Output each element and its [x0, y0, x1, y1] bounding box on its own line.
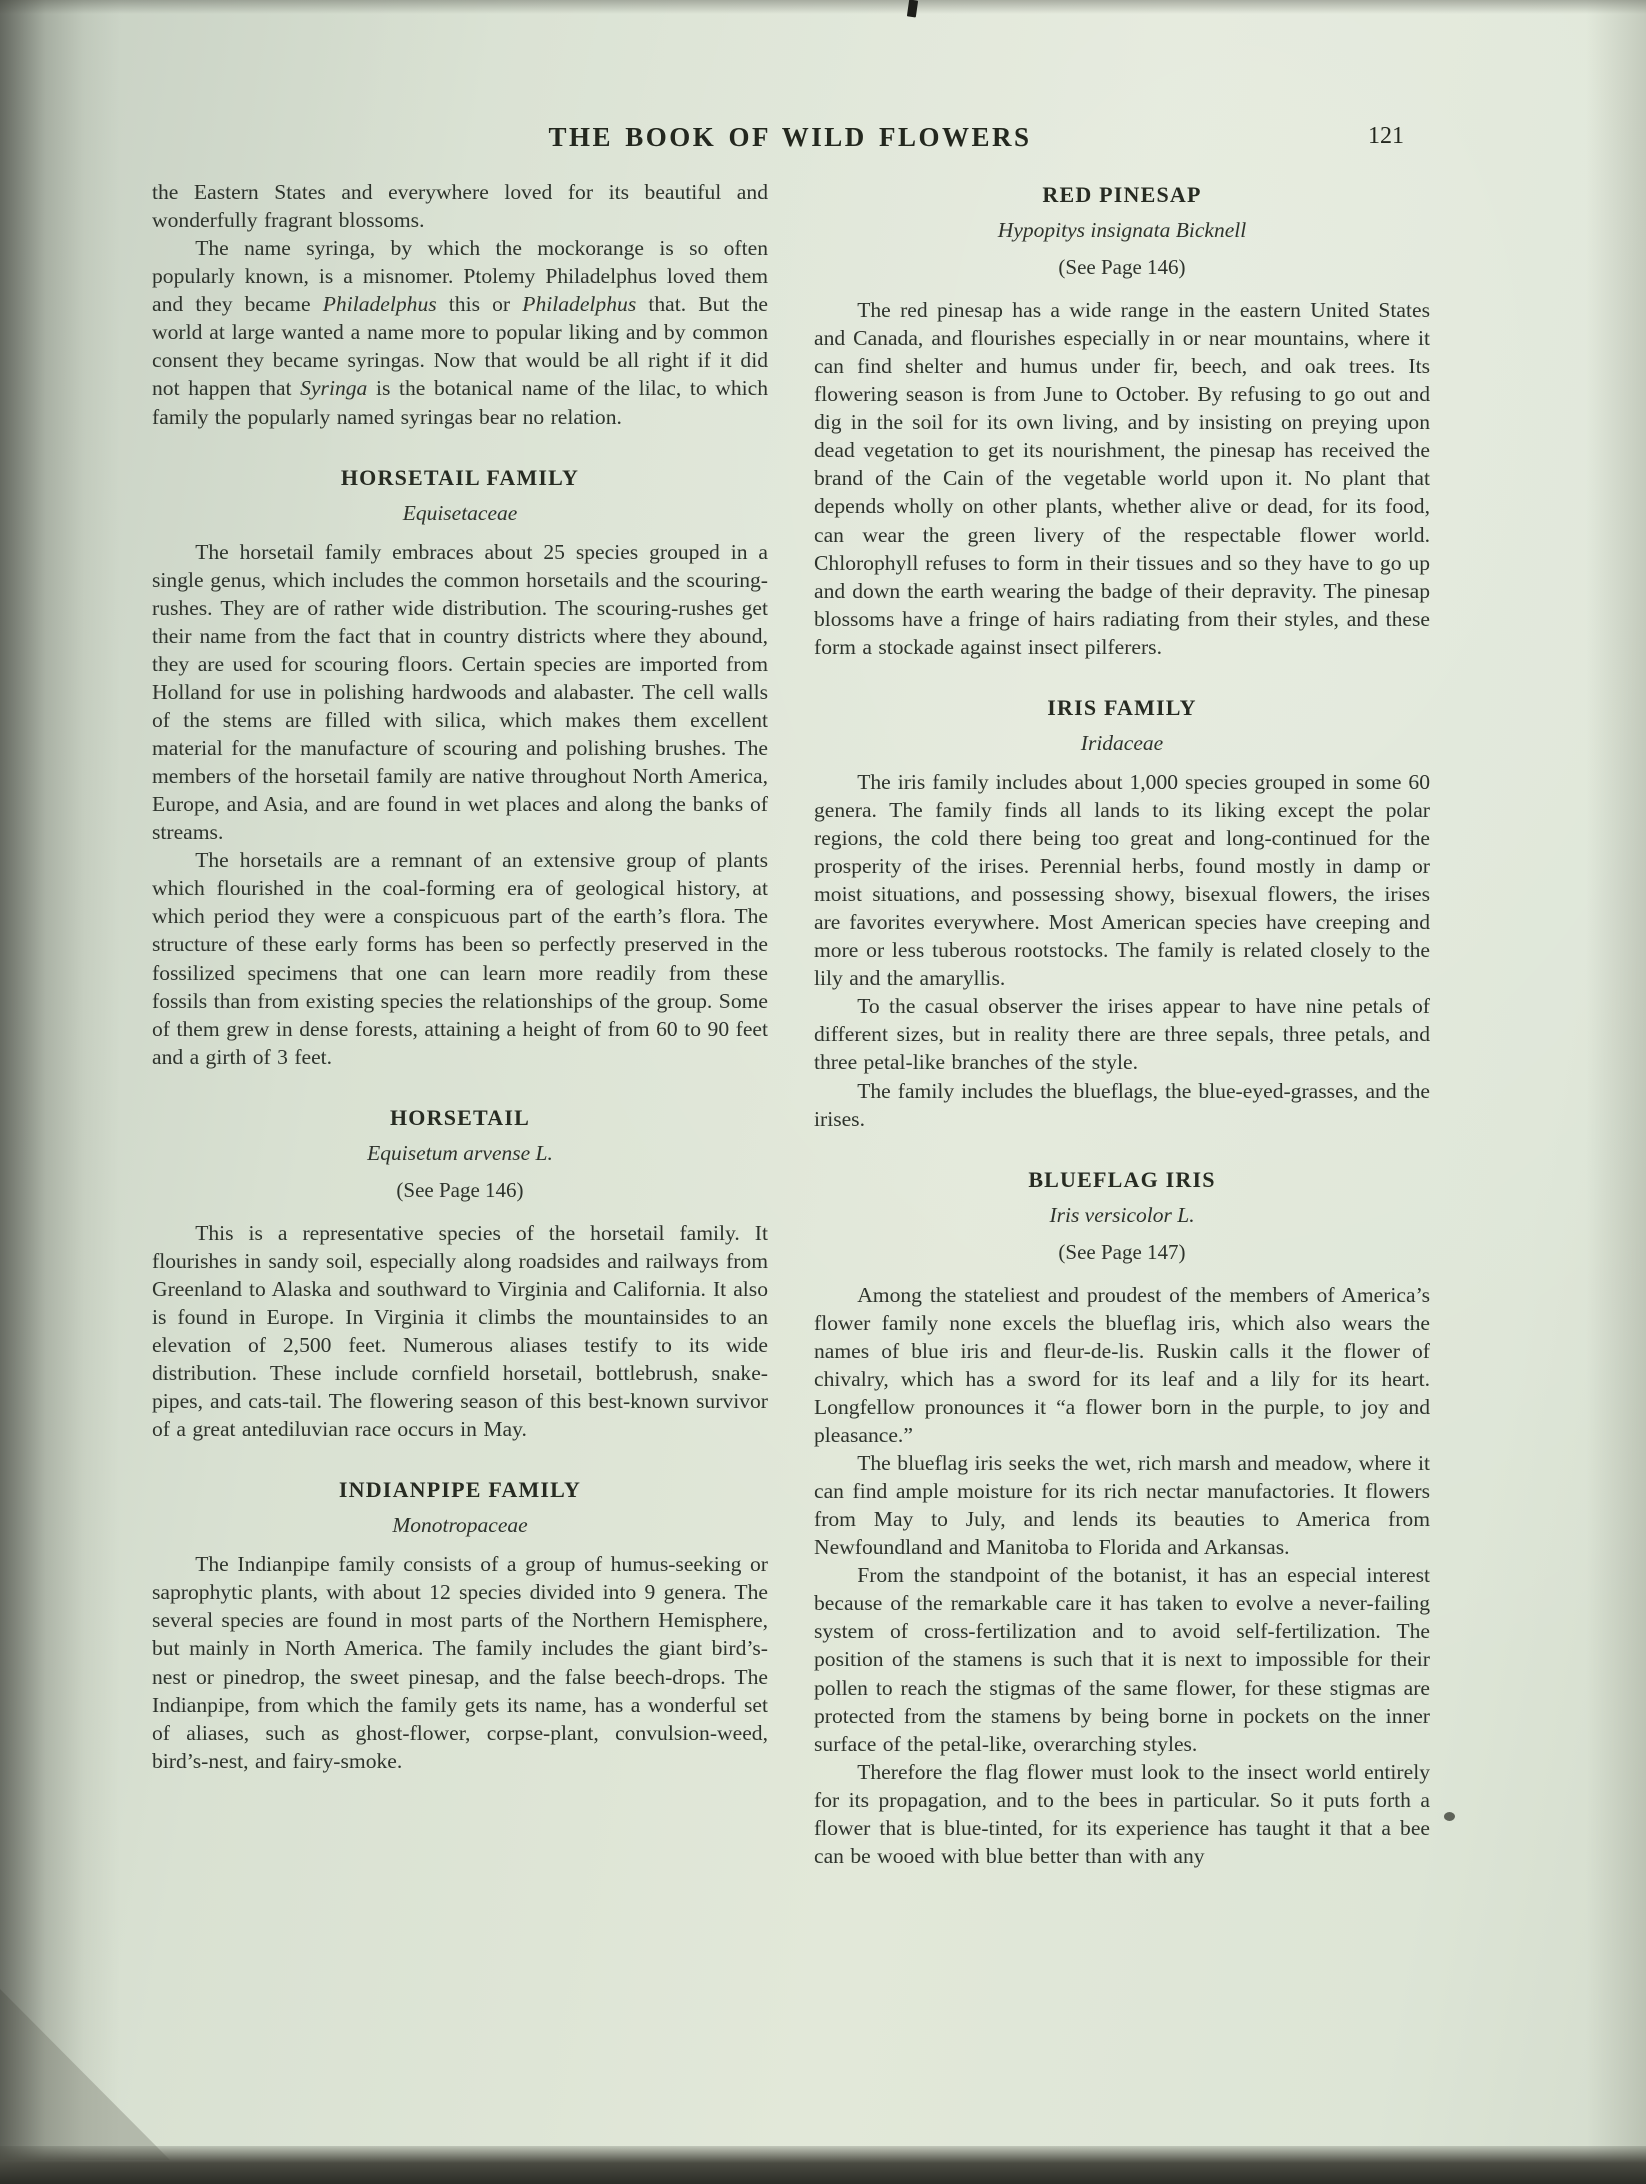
paragraph: Among the stateliest and proudest of the members of America’s flower family none excels the blueflag iris, which also wears the names of blue iris and fleur-de-lis. Ruskin calls it the flower of chivalry, which has a sword for its leaf and a lily for its heart. Longfellow pronounces it “a flower born in the purple, to joy and pleasance.”: [814, 1282, 1430, 1447]
paragraph: The iris family includes about 1,000 species grouped in some 60 genera. The family finds all lands to its liking except the polar regions, the cold there being too great and long-continued for the prosperity of the irises. Perennial herbs, found mostly in damp or moist situations, and possessing showy, bisexual flowers, the irises are favorites everywhere. Most American species have creeping and more or less tuberous rootstocks. The family is related closely to the lily and the amaryllis.: [814, 769, 1430, 991]
paragraph: To the casual observer the irises appear to have nine petals of different sizes, but in reality there are three sepals, three petals, and three petal-like branches of the style.: [814, 994, 1430, 1075]
section-heading: HORSETAIL FAMILY: [340, 464, 580, 490]
page-reference: (See Page 147): [1058, 1239, 1186, 1264]
paragraph: From the standpoint of the botanist, it has an especial interest because of the remarkable care it has taken to evolve a never-failing system of cross-fertilization and to avoid self-fertilization. The position of the stamens is such that it is next to impossible for their pollen to reach the stigmas of the same flower, for these stigmas are protected from the stamens by being borne in pockets on the inner surface of the petal-like, overarching styles.: [814, 1563, 1430, 1756]
text-columns: [152, 178, 1430, 1870]
running-header: [150, 122, 1430, 153]
species-name: Equisetum arvense L.: [367, 1140, 553, 1165]
section-heading: BLUEFLAG IRIS: [1028, 1166, 1216, 1192]
right-column: [814, 178, 1430, 1870]
scan-shadow-bottom: [0, 2146, 1646, 2184]
scan-shadow-right: [1586, 0, 1646, 2184]
scan-shadow-top: [0, 0, 1646, 14]
page-corner-backdrop: [0, 1970, 170, 2160]
paragraph: The horsetail family embraces about 25 species grouped in a single genus, which includes the common horsetails and the scouring-rushes. They are of rather wide distribution. The scouring-rushes get their name from the fact that in country districts where they abound, they are used for scouring floors. Certain species are imported from Holland for use in polishing hardwoods and alabaster. The cell walls of the stems are filled with silica, which makes them excellent material for the manufacture of scouring and polishing brushes. The members of the horsetail family are native throughout North America, Europe, and Asia, and are found in wet places and along the banks of streams.: [152, 539, 768, 845]
paragraph: Therefore the flag flower must look to the insect world entirely for its propagation, and to the bees in particular. So it puts forth a flower that is blue-tinted, for its experience has taught it that a bee can be wooed with blue better than with any: [814, 1759, 1430, 1868]
section-heading: RED PINESAP: [1042, 182, 1202, 207]
species-name: Hypopitys insignata Bicknell: [997, 218, 1247, 242]
paragraph: The horsetails are a remnant of an extensive group of plants which flourished in the coal-forming era of geological history, at which period they were a conspicuous part of the earth’s flora. The structure of these early forms has been so perfectly preserved in the fossilized specimens that one can learn more readily from these fossils than from existing species the relationships of the group. Some of them grew in dense forests, attaining a height of from 60 to 90 feet and a girth of 3 feet.: [152, 848, 768, 1069]
page-number: 121: [1368, 123, 1404, 149]
paragraph: The red pinesap has a wide range in the eastern United States and Canada, and flourishes especially in or near mountains, where it can find shelter and humus under fir, beech, and oak trees. Its flowering season is from June to October. By refusing to go out and dig in the soil for its own living, and by insisting on preying upon dead vegetation to get its nourishment, the pinesap has received the brand of the Cain of the vegetable world upon it. No plant that depends wholly on other plants, whether alive or dead, for its food, can wear the green livery of the respectable flower world. Chlorophyll refuses to form in their tissues and so they have to go up and down the earth wearing the badge of their depravity. The pinesap blossoms have a fringe of hairs radiating from their styles, and these form a stockade against insect pilferers.: [814, 298, 1430, 659]
paragraph: The family includes the blueflags, the blue-eyed-grasses, and the irises.: [814, 1078, 1430, 1131]
paragraph: The name syringa, by which the mockorange is so often popularly known, is a misnomer. Ptolemy Philadelphus loved them and they became Philadelphus this or Philadelphus that. But the world at large wanted a name more to popular liking and by common consent they became syringas. Now that would be all right if it did not happen that Syringa is the botanical name of the lilac, to which family the popularly named syringas bear no relation.: [152, 236, 768, 429]
left-column: [152, 178, 768, 1870]
page-reference: (See Page 146): [396, 1177, 524, 1202]
species-name: Iridaceae: [1080, 730, 1164, 755]
scan-mark: [907, 0, 918, 18]
scan-mark: [1444, 1812, 1455, 1821]
book-title: THE BOOK OF WILD FLOWERS: [548, 122, 1032, 152]
page-reference: (See Page 146): [1058, 255, 1186, 279]
species-name: Equisetaceae: [402, 500, 518, 525]
paragraph: the Eastern States and everywhere loved for its beautiful and wonderfully fragrant blossoms.: [152, 180, 768, 233]
section-heading: IRIS FAMILY: [1047, 694, 1197, 720]
paragraph: This is a representative species of the horsetail family. It flourishes in sandy soil, especially along roadsides and railways from Greenland to Alaska and southward to Virginia and California. It also is found in Europe. In Virginia it climbs the mountainsides to an elevation of 2,500 feet. Numerous aliases testify to its wide distribution. These include cornfield horsetail, bottlebrush, snake-pipes, and cats-tail. The flowering season of this best-known survivor of a great antediluvian race occurs in May.: [152, 1220, 768, 1442]
species-name: Monotropaceae: [392, 1513, 528, 1538]
section-heading: INDIANPIPE FAMILY: [338, 1477, 582, 1503]
paragraph: The blueflag iris seeks the wet, rich marsh and meadow, where it can find ample moisture for its rich nectar manufactories. It flowers from May to July, and lends its beauties to America from Newfoundland and Manitoba to Florida and Arkansas.: [814, 1451, 1430, 1560]
paragraph: The Indianpipe family consists of a group of humus-seeking or saprophytic plants, with about 12 species divided into 9 genera. The several species are found in most parts of the Northern Hemisphere, but mainly in North America. The family includes the giant bird’s-nest or pinedrop, the sweet pinesap, and the false beech-drops. The Indianpipe, from which the family gets its name, has a wonderful set of aliases, such as ghost-flower, corpse-plant, convulsion-weed, bird’s-nest, and fairy-smoke.: [152, 1552, 768, 1773]
species-name: Iris versicolor L.: [1049, 1202, 1195, 1227]
scan-shadow-left: [0, 0, 120, 2184]
section-heading: HORSETAIL: [390, 1104, 530, 1130]
